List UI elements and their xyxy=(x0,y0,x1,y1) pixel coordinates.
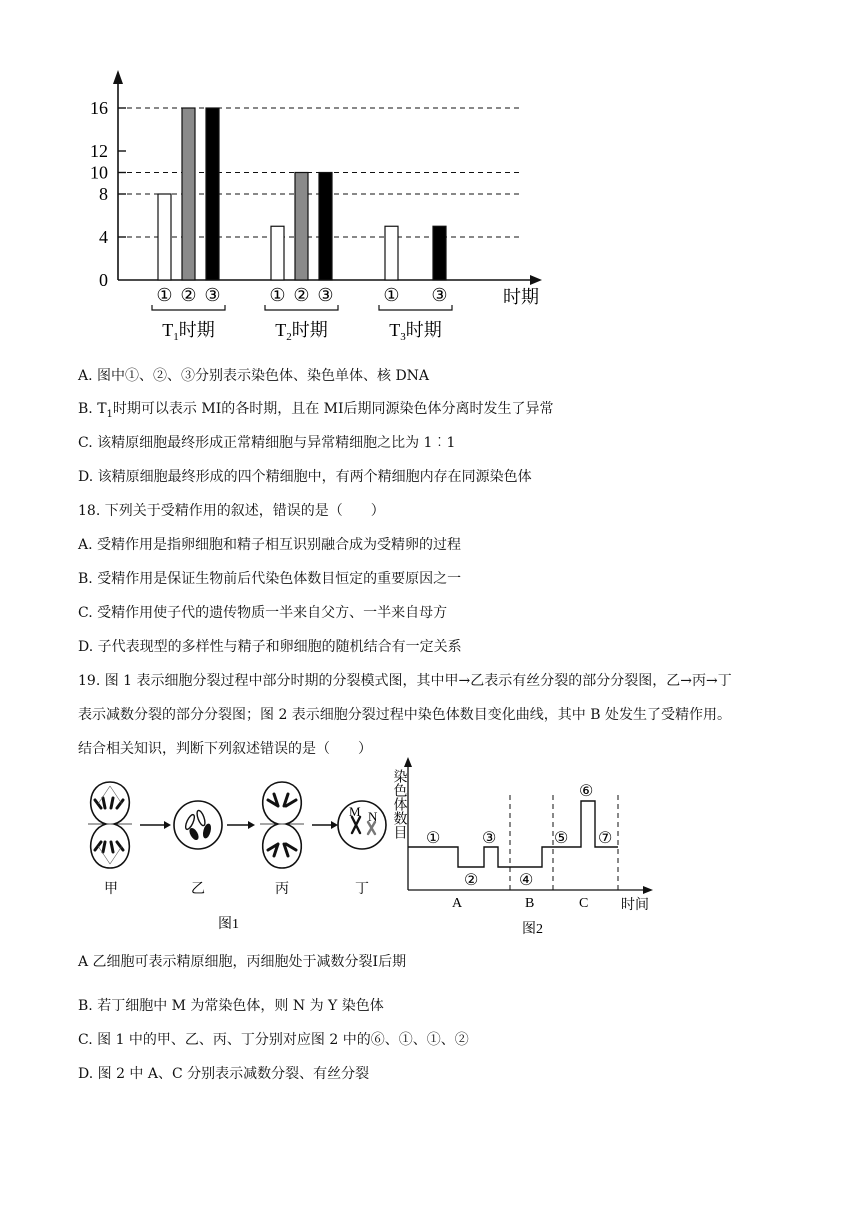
cell-jia xyxy=(88,782,132,868)
q19-option-d: D. 图 2 中 A、C 分别表示减数分裂、有丝分裂 xyxy=(78,1066,370,1082)
figure-2-chromosome-curve xyxy=(380,755,670,940)
bar-marker-group1-series2: ② xyxy=(180,285,197,305)
y-tick-label-10: 10 xyxy=(90,162,108,183)
q19-option-a: A 乙细胞可表示精原细胞，丙细胞处于减数分裂Ⅰ后期 xyxy=(78,954,407,970)
bar-group2-series2 xyxy=(295,173,308,281)
bar-marker-group2-series1: ① xyxy=(269,285,286,305)
fig2-ylabel: 染色体数目 xyxy=(391,769,407,839)
arrow-jia-yi xyxy=(140,821,171,829)
fig2-marker-5: ⑤ xyxy=(554,830,569,847)
figure-1-cell-division xyxy=(70,770,390,940)
cell-bing xyxy=(260,782,304,868)
chromosome-bar-chart xyxy=(60,60,580,350)
q17-option-d: D. 该精原细胞最终形成的四个精细胞中，有两个精细胞内存在同源染色体 xyxy=(78,469,532,485)
figure-1-caption: 图1 xyxy=(218,917,239,932)
cell-label-jia: 甲 xyxy=(104,882,118,897)
cell-label-bing: 丙 xyxy=(275,882,289,897)
bar-marker-group1-series3: ③ xyxy=(204,285,221,305)
q18-option-a: A. 受精作用是指卵细胞和精子相互识别融合成为受精卵的过程 xyxy=(78,537,462,553)
bar-marker-group2-series3: ③ xyxy=(317,285,334,305)
fig2-marker-4: ④ xyxy=(519,872,534,889)
q18-option-c: C. 受精作用使子代的遗传物质一半来自父方、一半来自母方 xyxy=(78,605,448,621)
fig2-marker-7: ⑦ xyxy=(598,830,613,847)
cell-label-ding: 丁 xyxy=(355,882,369,897)
bar-marker-group3-series1: ① xyxy=(383,285,400,305)
x-axis-arrow xyxy=(530,275,542,285)
y-tick-label-8: 8 xyxy=(99,184,108,204)
bar-group1-series2 xyxy=(182,108,195,280)
bar-marker-group3-series3: ③ xyxy=(431,285,448,305)
bar-group2-series3 xyxy=(319,173,332,281)
q19-stem-line-1: 19. 图 1 表示细胞分裂过程中部分时期的分裂模式图，其中甲→乙表示有丝分裂的部分分裂图，乙→丙→丁 xyxy=(78,673,732,689)
y-tick-label-16: 16 xyxy=(90,98,108,118)
chrom-label-m: M xyxy=(349,804,361,819)
bar-group1-series1 xyxy=(158,194,171,280)
q17-option-a: A. 图中①、②、③分别表示染色体、染色单体、核 DNA xyxy=(78,368,430,384)
y-axis-arrow xyxy=(113,70,123,84)
q17-option-b: B. $T_1$时期可以表示 MⅠ的各时期，且在 MⅠ后期同源染色体分离时发生了异常 xyxy=(78,401,554,420)
fig2-marker-3: ③ xyxy=(482,830,497,847)
fig2-segment-b: B xyxy=(525,896,535,911)
group-bracket-3 xyxy=(379,305,452,310)
q18-option-b: B. 受精作用是保证生物前后代染色体数目恒定的重要原因之一 xyxy=(78,571,462,587)
bar-group2-series1 xyxy=(271,226,284,280)
cell-yi xyxy=(174,801,222,849)
figure-2-caption: 图2 xyxy=(522,922,543,937)
bar-group3-series3 xyxy=(433,226,446,280)
fig2-marker-1: ① xyxy=(426,830,441,847)
q17-option-c: C. 该精原细胞最终形成正常精细胞与异常精细胞之比为 1︰1 xyxy=(78,435,456,451)
bar-group1-series3 xyxy=(206,108,219,280)
fig2-segment-a: A xyxy=(452,896,463,911)
fig2-segment-c: C xyxy=(579,896,589,911)
group-label-1: $T_1$时期 xyxy=(162,320,215,343)
group-bracket-2 xyxy=(265,305,338,310)
fig2-marker-6: ⑥ xyxy=(579,783,594,800)
bar-marker-group2-series2: ② xyxy=(293,285,310,305)
fig2-xlabel: 时间 xyxy=(621,898,649,913)
x-axis-label: 时期 xyxy=(503,287,539,307)
group-bracket-1 xyxy=(152,305,225,310)
group-label-3: $T_3$时期 xyxy=(389,320,442,343)
arrow-bing-ding xyxy=(312,821,338,829)
q19-option-c: C. 图 1 中的甲、乙、丙、丁分别对应图 2 中的⑥、①、①、② xyxy=(78,1032,469,1048)
q19-stem-line-3: 结合相关知识，判断下列叙述错误的是（ ） xyxy=(78,741,372,757)
cell-label-yi: 乙 xyxy=(191,882,205,897)
y-tick-label-4: 4 xyxy=(99,227,108,247)
group-label-2: $T_2$时期 xyxy=(275,320,328,343)
q19-option-b: B. 若丁细胞中 M 为常染色体，则 N 为 Y 染色体 xyxy=(78,998,384,1014)
q19-stem-line-2: 表示减数分裂的部分分裂图；图 2 表示细胞分裂过程中染色体数目变化曲线，其中 B 处发生了受精作用。 xyxy=(78,707,731,723)
chrom-label-n: N xyxy=(368,809,378,824)
arrow-yi-bing xyxy=(227,821,255,829)
fig2-marker-2: ② xyxy=(464,872,479,889)
bar-marker-group1-series1: ① xyxy=(156,285,173,305)
bar-group3-series1 xyxy=(385,226,398,280)
cell-ding xyxy=(338,801,386,849)
y-tick-label-12: 12 xyxy=(90,141,108,161)
q18-stem: 18. 下列关于受精作用的叙述，错误的是（ ） xyxy=(78,503,385,519)
q18-option-d: D. 子代表现型的多样性与精子和卵细胞的随机结合有一定关系 xyxy=(78,639,462,655)
y-tick-label-0: 0 xyxy=(99,270,108,290)
